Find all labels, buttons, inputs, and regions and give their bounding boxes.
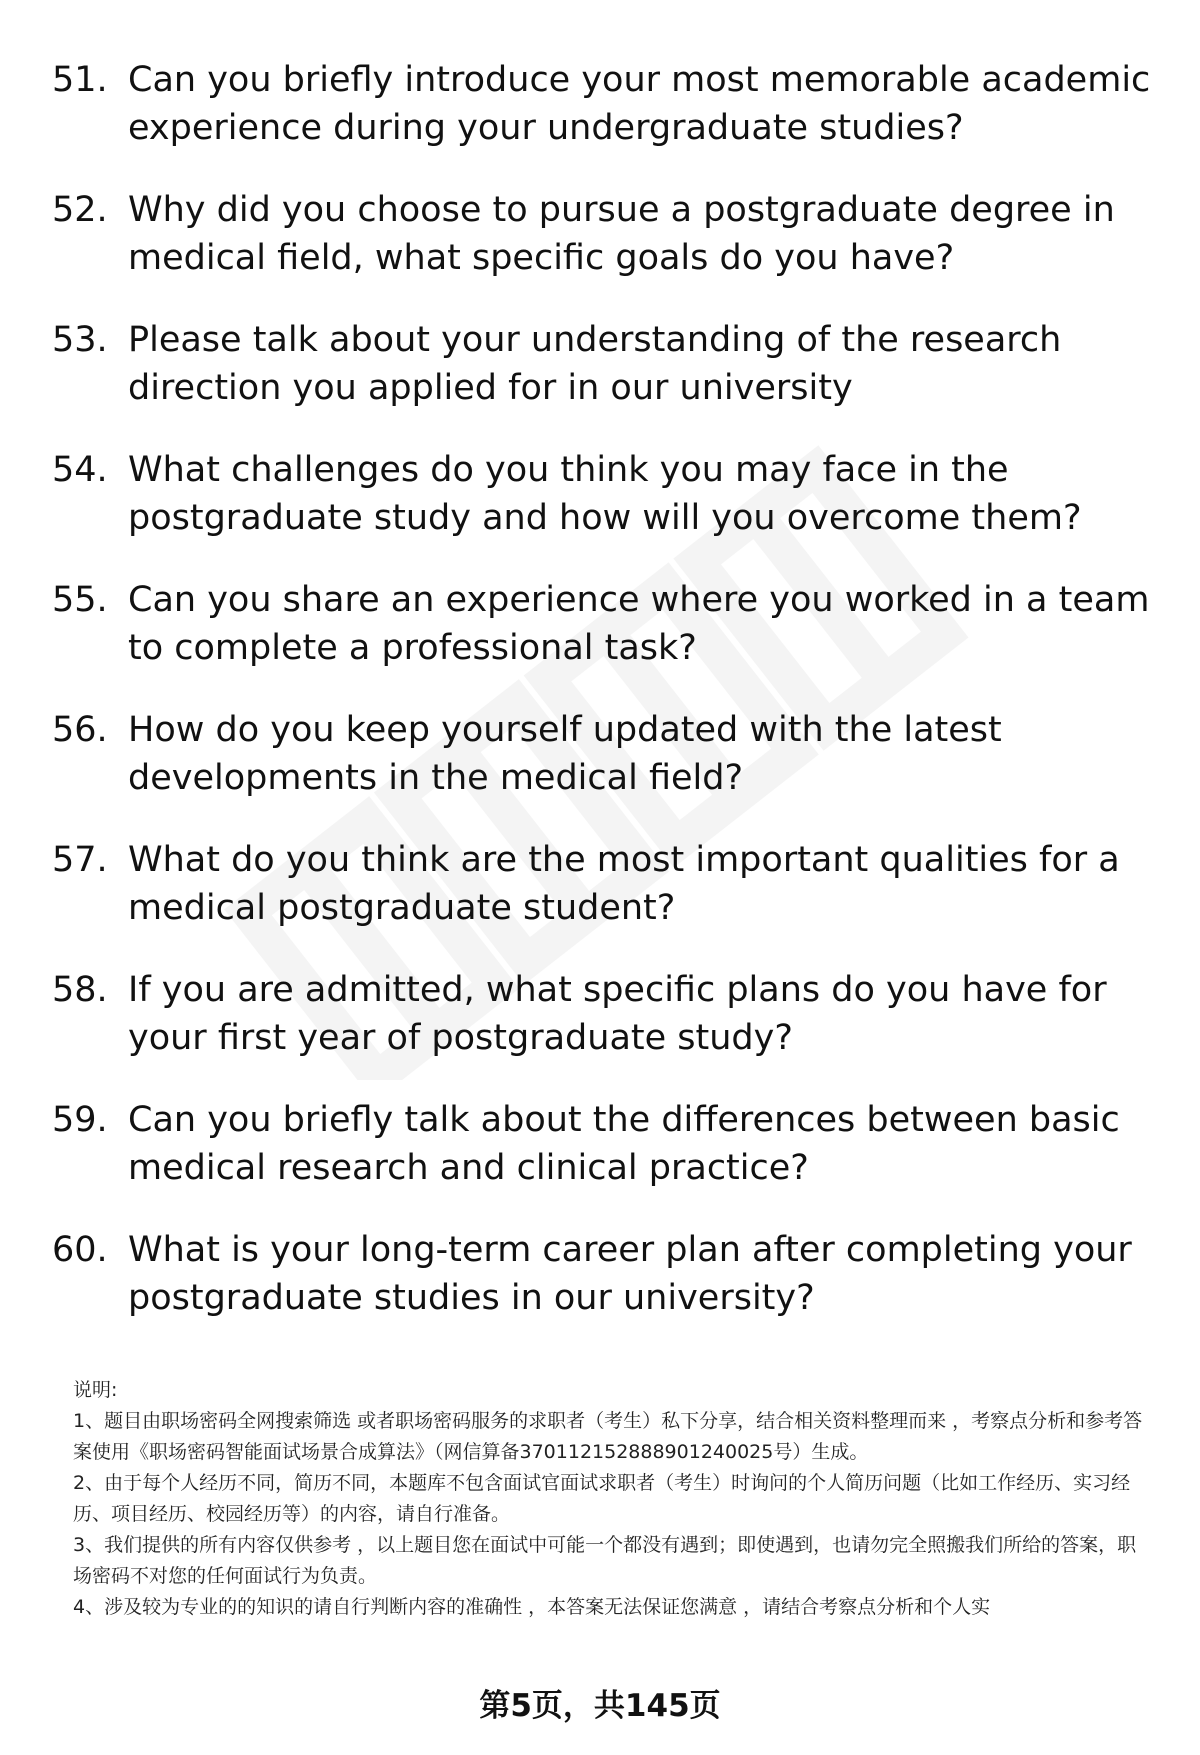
question-text: What is your long-term career plan after completing your postgraduate studies in our university? xyxy=(128,1230,1132,1318)
question-number: 58. xyxy=(52,970,108,1010)
question-text: Can you briefly introduce your most memorable academic experience during your undergraduate studies? xyxy=(128,60,1151,148)
question-item xyxy=(52,966,1162,1062)
question-number: 53. xyxy=(52,320,108,360)
notes-heading: 说明: xyxy=(73,1379,118,1401)
page-number: 第5页，共145页 xyxy=(479,1688,721,1724)
question-text: If you are admitted, what specific plans do you have for your first year of postgraduate study? xyxy=(128,970,1107,1058)
question-text: Can you share an experience where you worked in a team to complete a professional task? xyxy=(128,580,1150,668)
question-number: 60. xyxy=(52,1230,108,1270)
question-text: What do you think are the most important qualities for a medical postgraduate student? xyxy=(128,840,1120,928)
question-item xyxy=(52,186,1162,282)
note-item: 3、我们提供的所有内容仅供参考 ，以上题目您在面试中可能一个都没有遇到；即使遇到，也请勿完全照搬我们所给的答案，职场密码不对您的任何面试行为负责。 xyxy=(73,1534,1137,1587)
question-text: How do you keep yourself updated with the latest developments in the medical field? xyxy=(128,710,1002,798)
question-number: 52. xyxy=(52,190,108,230)
question-text: Can you briefly talk about the differences between basic medical research and clinical practice? xyxy=(128,1100,1120,1188)
question-list xyxy=(52,56,1162,1356)
note-item: 4、涉及较为专业的的知识的请自行判断内容的准确性 ，本答案无法保证您满意 ，请结合考察点分析和个人实 xyxy=(73,1596,991,1618)
note-item: 1、题目由职场密码全网搜索筛选 或者职场密码服务的求职者（考生）私下分享，结合相关资料整理而来 ，考察点分析和参考答案使用《职场密码智能面试场景合成算法》（网信算备370112152888901240025号）生成。 xyxy=(73,1410,1143,1463)
question-text: Please talk about your understanding of the research direction you applied for in our university xyxy=(128,320,1062,408)
question-text: What challenges do you think you may face in the postgraduate study and how will you overcome them? xyxy=(128,450,1082,538)
question-number: 55. xyxy=(52,580,108,620)
question-item xyxy=(52,1096,1162,1192)
question-item xyxy=(52,56,1162,152)
question-number: 57. xyxy=(52,840,108,880)
question-number: 51. xyxy=(52,60,108,100)
question-number: 54. xyxy=(52,450,108,490)
notes-section xyxy=(73,1375,1155,1623)
question-item xyxy=(52,446,1162,542)
question-item xyxy=(52,1226,1162,1322)
question-number: 56. xyxy=(52,710,108,750)
question-item xyxy=(52,706,1162,802)
question-item xyxy=(52,316,1162,412)
question-number: 59. xyxy=(52,1100,108,1140)
question-item xyxy=(52,576,1162,672)
note-item: 2、由于每个人经历不同，简历不同，本题库不包含面试官面试求职者（考生）时询问的个人简历问题（比如工作经历、实习经历、项目经历、校园经历等）的内容，请自行准备。 xyxy=(73,1472,1131,1525)
question-item xyxy=(52,836,1162,932)
question-text: Why did you choose to pursue a postgraduate degree in medical field, what specific goals do you have? xyxy=(128,190,1115,278)
